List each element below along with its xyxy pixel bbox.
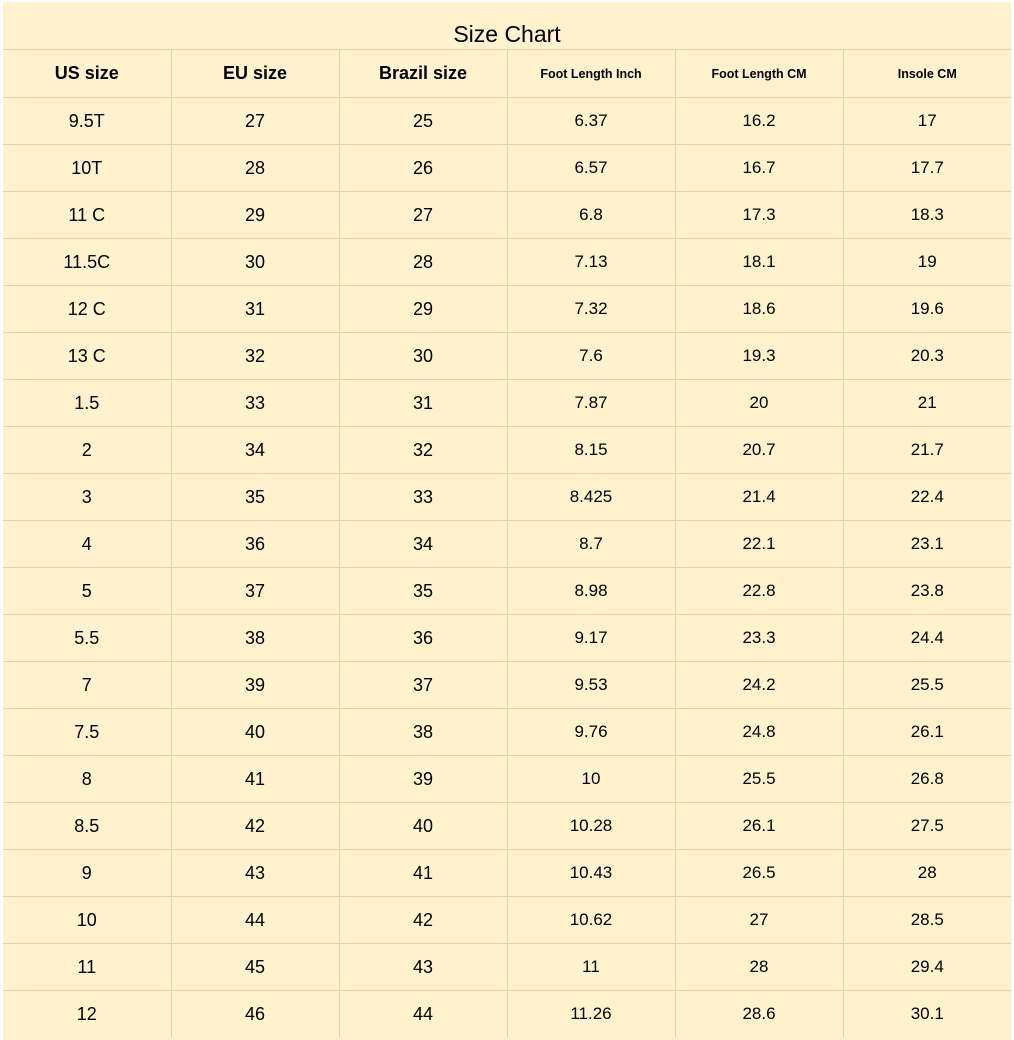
cell-brazil-size: 35	[339, 568, 507, 615]
cell-insole-cm: 21	[843, 380, 1011, 427]
title-row	[3, 2, 1011, 50]
cell-foot-length-inch: 10.28	[507, 803, 675, 850]
cell-foot-length-inch: 6.8	[507, 192, 675, 239]
table-row	[3, 709, 1011, 756]
header-foot-length-cm: Foot Length CM	[675, 50, 843, 98]
cell-foot-length-cm: 22.8	[675, 568, 843, 615]
cell-insole-cm: 22.4	[843, 474, 1011, 521]
cell-foot-length-cm: 28	[675, 944, 843, 991]
cell-foot-length-inch: 6.37	[507, 98, 675, 145]
table-row	[3, 850, 1011, 897]
cell-foot-length-cm: 21.4	[675, 474, 843, 521]
cell-eu-size: 27	[171, 98, 339, 145]
table-row	[3, 427, 1011, 474]
cell-foot-length-inch: 10.62	[507, 897, 675, 944]
cell-foot-length-cm: 26.5	[675, 850, 843, 897]
cell-foot-length-cm: 24.8	[675, 709, 843, 756]
cell-eu-size: 32	[171, 333, 339, 380]
cell-foot-length-inch: 10.43	[507, 850, 675, 897]
cell-us-size: 3	[3, 474, 171, 521]
cell-foot-length-cm: 23.3	[675, 615, 843, 662]
cell-us-size: 9	[3, 850, 171, 897]
table-row	[3, 991, 1011, 1038]
cell-insole-cm: 28.5	[843, 897, 1011, 944]
cell-brazil-size: 42	[339, 897, 507, 944]
cell-insole-cm: 29.4	[843, 944, 1011, 991]
cell-insole-cm: 19	[843, 239, 1011, 286]
table-row	[3, 474, 1011, 521]
cell-us-size: 2	[3, 427, 171, 474]
cell-foot-length-cm: 19.3	[675, 333, 843, 380]
cell-eu-size: 39	[171, 662, 339, 709]
cell-brazil-size: 38	[339, 709, 507, 756]
cell-us-size: 13 C	[3, 333, 171, 380]
cell-insole-cm: 19.6	[843, 286, 1011, 333]
cell-eu-size: 37	[171, 568, 339, 615]
cell-us-size: 7	[3, 662, 171, 709]
cell-eu-size: 28	[171, 145, 339, 192]
header-row	[3, 50, 1011, 98]
table-row	[3, 662, 1011, 709]
table-row	[3, 756, 1011, 803]
cell-us-size: 11	[3, 944, 171, 991]
cell-eu-size: 42	[171, 803, 339, 850]
cell-insole-cm: 23.1	[843, 521, 1011, 568]
cell-brazil-size: 29	[339, 286, 507, 333]
cell-insole-cm: 17.7	[843, 145, 1011, 192]
table-row	[3, 944, 1011, 991]
chart-title: Size Chart	[453, 21, 561, 47]
cell-foot-length-inch: 9.76	[507, 709, 675, 756]
cell-eu-size: 46	[171, 991, 339, 1038]
cell-eu-size: 33	[171, 380, 339, 427]
header-insole-cm: Insole CM	[843, 50, 1011, 98]
cell-foot-length-inch: 11.26	[507, 991, 675, 1038]
cell-foot-length-cm: 25.5	[675, 756, 843, 803]
cell-brazil-size: 37	[339, 662, 507, 709]
cell-eu-size: 44	[171, 897, 339, 944]
cell-foot-length-inch: 9.17	[507, 615, 675, 662]
cell-brazil-size: 31	[339, 380, 507, 427]
size-chart-sheet	[3, 2, 1011, 1040]
cell-foot-length-inch: 7.13	[507, 239, 675, 286]
cell-foot-length-inch: 8.15	[507, 427, 675, 474]
cell-insole-cm: 30.1	[910, 1004, 944, 1023]
cell-insole-cm: 26.8	[843, 756, 1011, 803]
cell-brazil-size: 25	[339, 98, 507, 145]
cell-eu-size: 45	[171, 944, 339, 991]
cell-foot-length-cm: 16.7	[675, 145, 843, 192]
table-row	[3, 615, 1011, 662]
cell-foot-length-cm: 22.1	[675, 521, 843, 568]
cell-us-size: 5	[3, 568, 171, 615]
table-row	[3, 521, 1011, 568]
cell-brazil-size: 40	[339, 803, 507, 850]
header-brazil-size: Brazil size	[339, 50, 507, 98]
table-row	[3, 98, 1011, 145]
table-row	[3, 568, 1011, 615]
cell-insole-cm: 20.3	[843, 333, 1011, 380]
cell-us-size: 7.5	[3, 709, 171, 756]
table-row	[3, 286, 1011, 333]
cell-foot-length-inch: 9.53	[507, 662, 675, 709]
cell-us-size: 8	[3, 756, 171, 803]
header-us-size: US size	[3, 50, 171, 98]
cell-eu-size: 34	[171, 427, 339, 474]
table-row	[3, 239, 1011, 286]
cell-eu-size: 36	[171, 521, 339, 568]
header-eu-size: EU size	[171, 50, 339, 98]
cell-us-size: 8.5	[3, 803, 171, 850]
cell-us-size: 12	[3, 991, 171, 1038]
cell-eu-size: 40	[171, 709, 339, 756]
cell-us-size: 1.5	[3, 380, 171, 427]
cell-foot-length-inch: 7.32	[507, 286, 675, 333]
cell-us-size: 11 C	[3, 192, 171, 239]
cell-insole-cm: 23.8	[843, 568, 1011, 615]
table-row	[3, 145, 1011, 192]
cell-foot-length-cm: 20	[675, 380, 843, 427]
cell-foot-length-inch: 7.6	[507, 333, 675, 380]
cell-us-size: 12 C	[3, 286, 171, 333]
cell-brazil-size: 41	[339, 850, 507, 897]
cell-brazil-size: 28	[339, 239, 507, 286]
table-row	[3, 803, 1011, 850]
cell-eu-size: 41	[171, 756, 339, 803]
cell-brazil-size: 34	[339, 521, 507, 568]
cell-us-size: 5.5	[3, 615, 171, 662]
cell-foot-length-inch: 8.7	[507, 521, 675, 568]
cell-insole-cm: 21.7	[843, 427, 1011, 474]
cell-insole-cm: 27.5	[843, 803, 1011, 850]
cell-insole-cm: 25.5	[843, 662, 1011, 709]
cell-eu-size: 29	[171, 192, 339, 239]
cell-foot-length-cm: 17.3	[675, 192, 843, 239]
cell-eu-size: 43	[171, 850, 339, 897]
cell-foot-length-cm: 18.6	[675, 286, 843, 333]
cell-brazil-size: 30	[339, 333, 507, 380]
cell-us-size: 4	[3, 521, 171, 568]
cell-foot-length-cm: 26.1	[675, 803, 843, 850]
table-row	[3, 333, 1011, 380]
cell-foot-length-inch: 8.98	[507, 568, 675, 615]
cell-foot-length-inch: 10	[507, 756, 675, 803]
cell-brazil-size: 32	[339, 427, 507, 474]
cell-insole-cm: 28	[843, 850, 1011, 897]
cell-eu-size: 31	[171, 286, 339, 333]
cell-insole-cm: 24.4	[843, 615, 1011, 662]
cell-foot-length-inch: 8.425	[507, 474, 675, 521]
cell-us-size: 10	[3, 897, 171, 944]
cell-us-size: 9.5T	[3, 98, 171, 145]
size-table	[3, 50, 1011, 1037]
cell-insole-cm: 17	[843, 98, 1011, 145]
cell-brazil-size: 39	[339, 756, 507, 803]
cell-eu-size: 30	[171, 239, 339, 286]
cell-brazil-size: 27	[339, 192, 507, 239]
cell-brazil-size: 44	[339, 991, 507, 1038]
table-body	[3, 98, 1011, 1038]
table-row	[3, 897, 1011, 944]
cell-foot-length-cm: 18.1	[675, 239, 843, 286]
cell-foot-length-cm: 27	[675, 897, 843, 944]
cell-eu-size: 35	[171, 474, 339, 521]
cell-foot-length-inch: 11	[507, 944, 675, 991]
cell-foot-length-cm: 28.6	[675, 991, 843, 1038]
table-row	[3, 192, 1011, 239]
cell-us-size: 10T	[3, 145, 171, 192]
cell-brazil-size: 43	[339, 944, 507, 991]
cell-foot-length-inch: 6.57	[507, 145, 675, 192]
cell-foot-length-cm: 16.2	[675, 98, 843, 145]
cell-insole-cm: 18.3	[843, 192, 1011, 239]
cell-brazil-size: 26	[339, 145, 507, 192]
cell-brazil-size: 36	[339, 615, 507, 662]
cell-foot-length-cm: 24.2	[675, 662, 843, 709]
cell-us-size: 11.5C	[3, 239, 171, 286]
cell-foot-length-cm: 20.7	[675, 427, 843, 474]
cell-brazil-size: 33	[339, 474, 507, 521]
cell-foot-length-inch: 7.87	[507, 380, 675, 427]
table-row	[3, 380, 1011, 427]
header-foot-length-inch: Foot Length Inch	[507, 50, 675, 98]
cell-eu-size: 38	[171, 615, 339, 662]
cell-insole-cm: 26.1	[843, 709, 1011, 756]
